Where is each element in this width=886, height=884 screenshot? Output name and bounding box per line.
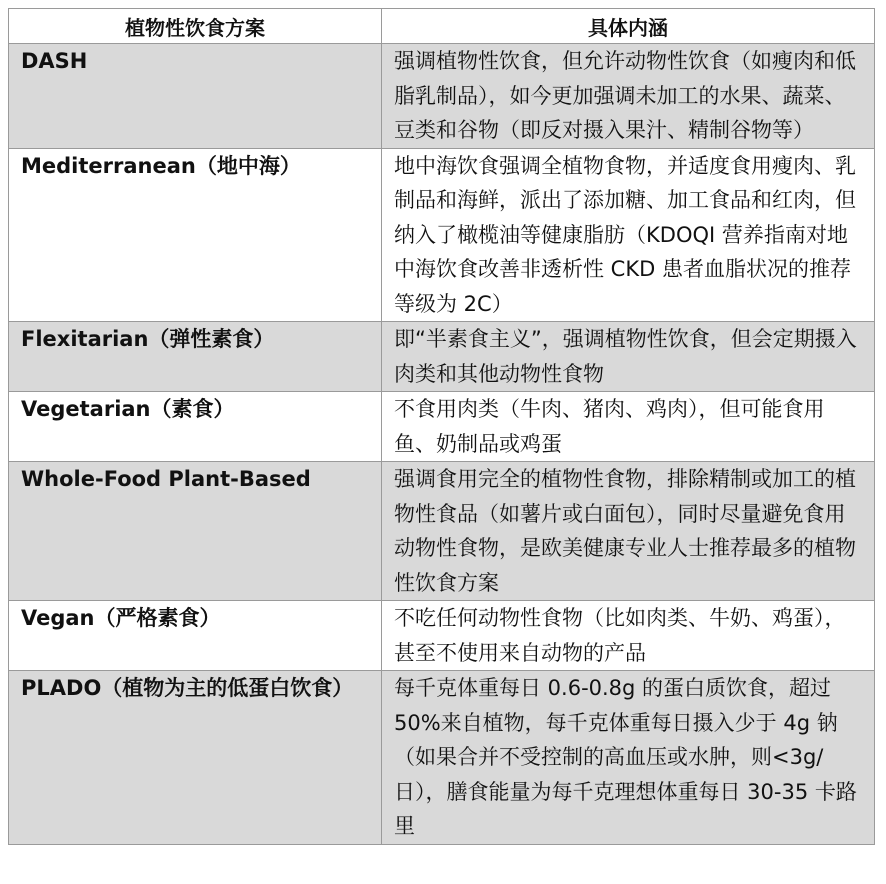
diet-name: Whole-Food Plant-Based [9, 462, 382, 601]
diet-name: Mediterranean（地中海） [9, 148, 382, 322]
plant-based-diet-table [8, 8, 875, 845]
table-row-vegan [9, 601, 875, 671]
diet-table-container [8, 8, 874, 845]
diet-name: Flexitarian（弹性素食） [9, 322, 382, 392]
diet-name: PLADO（植物为主的低蛋白饮食） [9, 671, 382, 845]
diet-description: 强调食用完全的植物性食物，排除精制或加工的植物性食品（如薯片或白面包），同时尽量避免食用动物性食物，是欧美健康专业人士推荐最多的植物性饮食方案 [382, 462, 875, 601]
table-row-mediterranean [9, 148, 875, 322]
header-description: 具体内涵 [382, 9, 875, 44]
diet-description: 即“半素食主义”，强调植物性饮食，但会定期摄入肉类和其他动物性食物 [382, 322, 875, 392]
table-row-whole-food [9, 462, 875, 601]
diet-description: 不吃任何动物性食物（比如肉类、牛奶、鸡蛋），甚至不使用来自动物的产品 [382, 601, 875, 671]
header-diet-plan: 植物性饮食方案 [9, 9, 382, 44]
diet-name: Vegetarian（素食） [9, 392, 382, 462]
diet-name: Vegan（严格素食） [9, 601, 382, 671]
diet-description: 不食用肉类（牛肉、猪肉、鸡肉），但可能食用鱼、奶制品或鸡蛋 [382, 392, 875, 462]
diet-description: 每千克体重每日 0.6-0.8g 的蛋白质饮食，超过 50%来自植物，每千克体重每日摄入少于 4g 钠（如果合并不受控制的高血压或水肿，则<3g/日），膳食能量为每千克理想体重每日 30-35 卡路里 [382, 671, 875, 845]
table-header-row [9, 9, 875, 44]
table-row-plado [9, 671, 875, 845]
diet-description: 地中海饮食强调全植物食物，并适度食用瘦肉、乳制品和海鲜，派出了添加糖、加工食品和红肉，但纳入了橄榄油等健康脂肪（KDOQI 营养指南对地中海饮食改善非透析性 CKD 患者血脂状况的推荐等级为 2C） [382, 148, 875, 322]
table-row-vegetarian [9, 392, 875, 462]
diet-description: 强调植物性饮食，但允许动物性饮食（如瘦肉和低脂乳制品），如今更加强调未加工的水果、蔬菜、豆类和谷物（即反对摄入果汁、精制谷物等） [382, 44, 875, 149]
table-row-dash [9, 44, 875, 149]
diet-name: DASH [9, 44, 382, 149]
table-row-flexitarian [9, 322, 875, 392]
